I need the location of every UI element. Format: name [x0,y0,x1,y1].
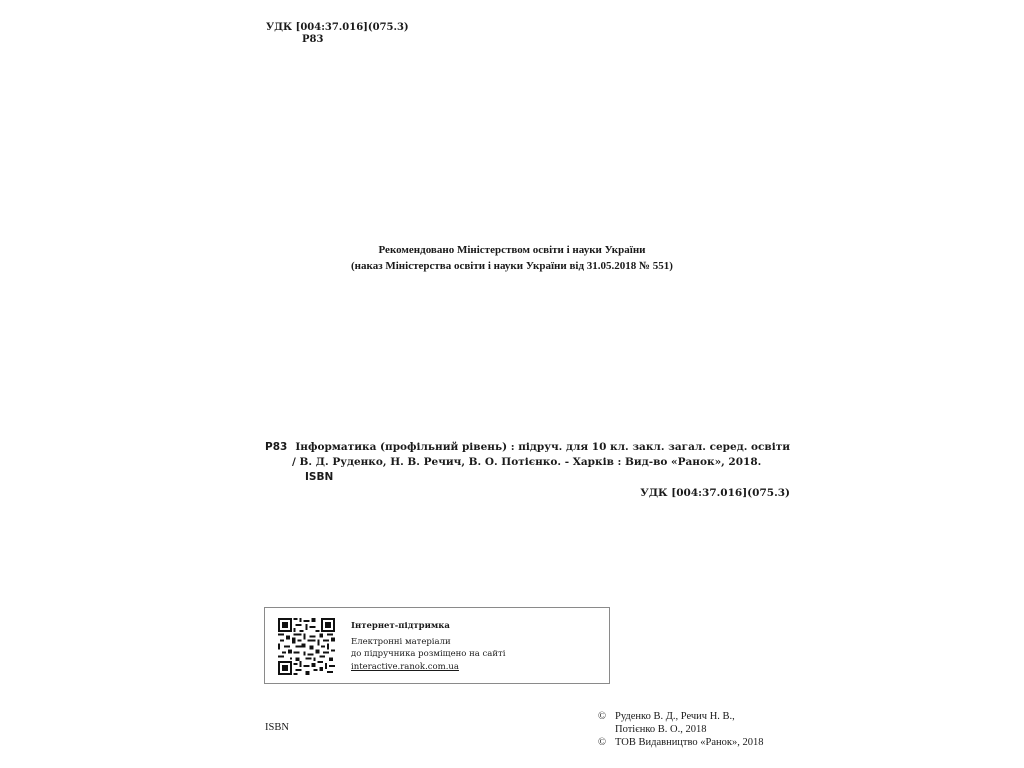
authors-line-2: Потієнко В. О., 2018 [615,724,707,735]
qr-code-icon[interactable] [278,618,335,675]
support-title: Інтернет-підтримка [351,621,450,631]
biblio-title: Інформатика (профільний рівень) : підруч. для 10 кл. закл. загал. серед. освіти [295,441,790,453]
copyright-block [598,710,764,749]
biblio-udk: УДК [004:37.016](075.3) [640,487,790,499]
support-line-1: Електронні матеріали [351,636,451,647]
author-code: Р83 [302,34,324,45]
support-link[interactable]: interactive.ranok.com.ua [351,661,459,672]
biblio-row [265,440,790,455]
biblio-code: Р83 [265,441,288,453]
recommendation-line-1: Рекомендовано Міністерством освіти і науки України [378,244,646,256]
bibliographic-record [265,440,790,501]
support-line-2: до підручника розміщено на сайті [351,649,506,659]
recommendation-line-2: (наказ Міністерства освіти і науки України від 31.05.2018 № 551) [351,260,673,272]
biblio-authors: / В. Д. Руденко, Н. В. Речич, В. О. Потієнко. - Харків : Вид-во «Ранок», 2018. [292,456,762,468]
udk-code: УДК [004:37.016](075.3) [266,22,409,33]
copyright-authors [598,710,764,723]
udk-header [266,22,409,46]
biblio-isbn: ISBN [305,471,334,483]
copyright-icon: © [598,737,606,748]
authors-line-1: Руденко В. Д., Речич Н. В., [615,711,735,722]
copyright-publisher [598,736,764,749]
footer-isbn: ISBN [265,722,289,733]
internet-support-box [264,607,610,684]
copyright-icon: © [598,711,606,722]
publisher-line: ТОВ Видавництво «Ранок», 2018 [615,737,764,748]
support-text [351,620,505,673]
recommendation-block [0,242,1024,274]
